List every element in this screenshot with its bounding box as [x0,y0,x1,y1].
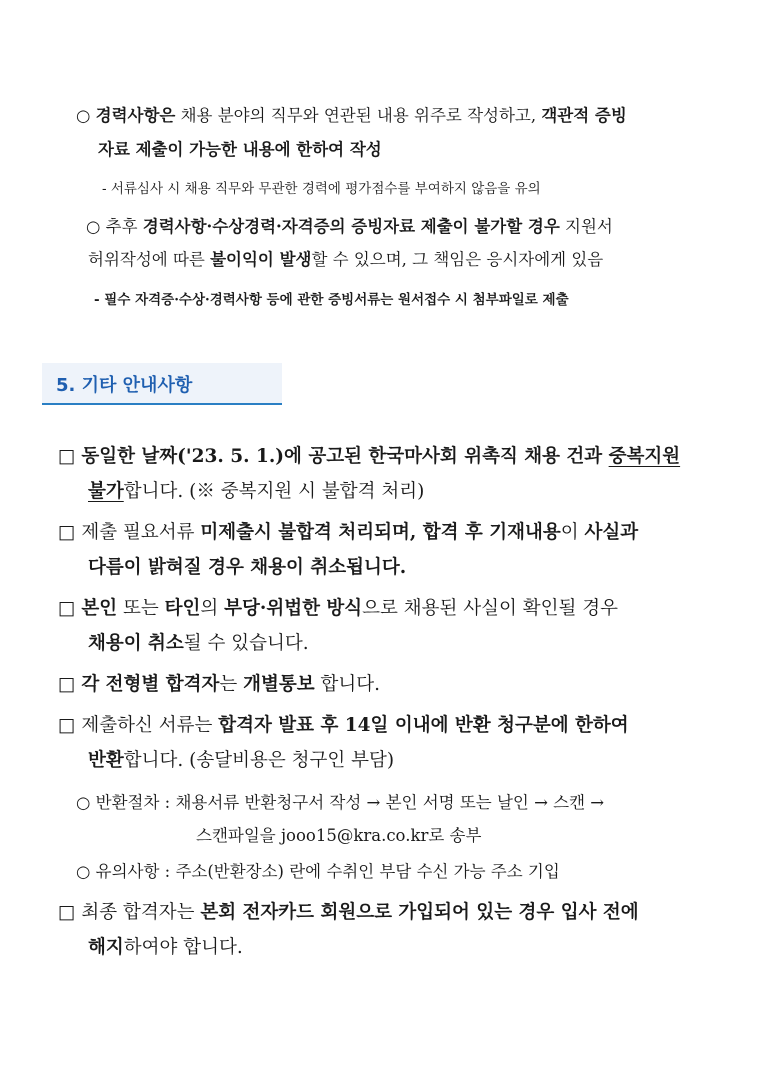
career-line-2: 자료 제출이 가능한 내용에 한하여 작성 [98,140,382,159]
career-line-5: 허위작성에 따른 불이익이 발생할 수 있으며, 그 책임은 응시자에게 있음 [88,250,604,269]
section-header [42,363,282,405]
subitem-return-procedure-2: 스캔파일을 jooo15@kra.co.kr로 송부 [196,826,482,845]
item-ecard-line-1: □ 최종 합격자는 본회 전자카드 회원으로 가입되어 있는 경우 입사 전에 [58,902,639,923]
item-documents-line-1: □ 제출 필요서류 미제출시 불합격 처리되며, 합격 후 기재내용이 사실과 [58,522,639,543]
circle-bullet-icon: ○ [76,862,91,881]
item-illegal-line-2: 채용이 취소될 수 있습니다. [88,633,309,654]
subitem-caution: ○ 유의사항 : 주소(반환장소) 란에 수취인 부담 수신 가능 주소 기입 [76,862,560,881]
item-duplicate-line-1: □ 동일한 날짜('23. 5. 1.)에 공고된 한국마사회 위촉직 채용 건과 중복지원 [58,446,681,467]
circle-bullet-icon: ○ [76,106,91,125]
item-duplicate-line-2: 불가합니다. (※ 중복지원 시 불합격 처리) [88,481,425,502]
item-notify: □ 각 전형별 합격자는 개별통보 합니다. [58,674,380,695]
checkbox-square-icon: □ [58,522,76,543]
career-line-1: ○ 경력사항은 채용 분야의 직무와 연관된 내용 위주로 작성하고, 객관적 증빙 [76,106,627,125]
subitem-return-procedure: ○ 반환절차 : 채용서류 반환청구서 작성 → 본인 서명 또는 날인 → 스캔 → [76,793,605,812]
checkbox-square-icon: □ [58,674,76,695]
career-note-1: - 서류심사 시 채용 직무와 무관한 경력에 평가점수를 부여하지 않음을 유의 [102,181,541,197]
item-return-line-1: □ 제출하신 서류는 합격자 발표 후 14일 이내에 반환 청구분에 한하여 [58,715,629,736]
checkbox-square-icon: □ [58,446,76,467]
item-ecard-line-2: 해지하여야 합니다. [88,937,243,958]
circle-bullet-icon: ○ [76,793,91,812]
career-line-4: ○ 추후 경력사항·수상경력·자격증의 증빙자료 제출이 불가할 경우 지원서 [86,217,613,236]
checkbox-square-icon: □ [58,902,76,923]
item-documents-line-2: 다름이 밝혀질 경우 채용이 취소됩니다. [88,557,407,578]
career-note-2: - 필수 자격증·수상·경력사항 등에 관한 증빙서류는 원서접수 시 첨부파일로 제출 [94,292,569,308]
checkbox-square-icon: □ [58,598,76,619]
item-return-line-2: 반환합니다. (송달비용은 청구인 부담) [88,750,395,771]
checkbox-square-icon: □ [58,715,76,736]
section-title: 5. 기타 안내사항 [56,375,193,396]
item-illegal-line-1: □ 본인 또는 타인의 부당·위법한 방식으로 채용된 사실이 확인될 경우 [58,598,618,619]
circle-bullet-icon: ○ [86,217,101,236]
